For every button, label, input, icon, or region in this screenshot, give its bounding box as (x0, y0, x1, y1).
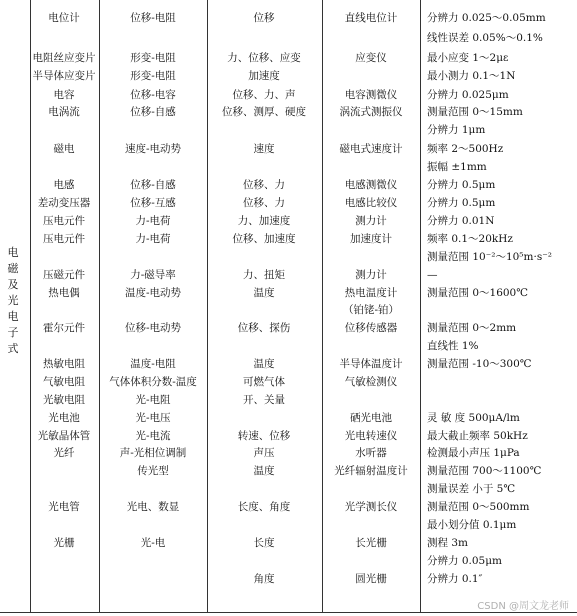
sensor-element-cell: 电容 (53, 89, 75, 101)
instrument-name-cell: 测力计 (355, 269, 387, 281)
conversion-principle-cell: 力-电荷 (135, 215, 171, 227)
instrument-name-cell: （铂铑-铂） (342, 304, 400, 316)
sensor-element-cell: 光纤 (53, 447, 75, 459)
measured-quantity-cell: 声压 (253, 447, 275, 459)
instrument-name-cell: 直线电位计 (344, 12, 398, 24)
measured-quantity-cell: 位移、加速度 (232, 233, 296, 245)
instrument-name-cell: 电感测微仪 (344, 179, 398, 191)
performance-cell: 检测最小声压 1μPa (427, 447, 520, 459)
performance-cell: 最大截止频率 50kHz (427, 430, 528, 442)
sensor-element-cell: 压磁元件 (43, 269, 85, 281)
measured-quantity-cell: 速度 (253, 143, 275, 155)
performance-cell: 直线性 1% (427, 340, 479, 352)
measured-quantity-cell: 位移、力、声 (232, 89, 296, 101)
instrument-name-cell: 磁电式速度计 (339, 143, 403, 155)
performance-cell: 测量范围 0～2mm (427, 322, 517, 334)
instrument-name-cell: 长光栅 (355, 537, 387, 549)
performance-cell: 测量范围 0～15mm (427, 106, 523, 118)
sensor-element-cell: 光敏晶体管 (37, 430, 91, 442)
column-divider (420, 0, 421, 613)
measured-quantity-cell: 温度 (253, 465, 275, 477)
sensor-element-cell: 光敏电阻 (43, 394, 85, 406)
measured-quantity-cell: 位移、测厚、硬度 (222, 106, 306, 118)
measured-quantity-cell: 加速度 (248, 70, 280, 82)
conversion-principle-cell: 位移-互感 (130, 197, 176, 209)
conversion-principle-cell: 形变-电阻 (130, 52, 176, 64)
performance-cell: 测量误差 小于 5℃ (427, 483, 516, 495)
performance-cell: 灵 敏 度 500μA/lm (427, 412, 520, 424)
measured-quantity-cell: 位移 (253, 12, 275, 24)
performance-cell: 分辨力 0.1″ (427, 573, 483, 585)
measured-quantity-cell: 位移、探伤 (237, 322, 291, 334)
sensor-element-cell: 压电元件 (43, 233, 85, 245)
sensor-element-cell: 电阻丝应变片 (32, 52, 96, 64)
conversion-principle-cell: 光-电流 (135, 430, 171, 442)
measured-quantity-cell: 转速、位移 (237, 430, 291, 442)
instrument-name-cell: 光纤辐射温度计 (334, 465, 408, 477)
conversion-principle-cell: 温度-电动势 (124, 287, 182, 299)
performance-cell: 测量范围 -10～300℃ (427, 358, 532, 370)
instrument-name-cell: 电容测微仪 (344, 89, 398, 101)
instrument-name-cell: 光学测长仪 (344, 501, 398, 513)
conversion-principle-cell: 光电、数显 (126, 501, 180, 513)
conversion-principle-cell: 速度-电动势 (124, 143, 182, 155)
performance-cell: 最小应变 1～2με (427, 52, 509, 64)
sensor-element-cell: 电涡流 (48, 106, 80, 118)
sensor-element-cell: 热电偶 (48, 287, 80, 299)
instrument-name-cell: 光电转速仪 (344, 430, 398, 442)
conversion-principle-cell: 传光型 (137, 465, 169, 477)
performance-cell: 最小测力 0.1～1N (427, 70, 516, 82)
measured-quantity-cell: 温度 (253, 358, 275, 370)
measured-quantity-cell: 开、关量 (243, 394, 285, 406)
conversion-principle-cell: 位移-自感 (130, 106, 176, 118)
sensor-element-cell: 霍尔元件 (43, 322, 85, 334)
column-divider (322, 0, 323, 613)
conversion-principle-cell: 位移-电动势 (124, 322, 182, 334)
performance-cell: 分辨力 0.01N (427, 215, 495, 227)
column-divider (207, 0, 208, 613)
column-divider (99, 0, 100, 613)
instrument-name-cell: 应变仪 (355, 52, 387, 64)
performance-cell: — (427, 269, 438, 281)
sensor-element-cell: 光栅 (53, 537, 75, 549)
column-divider (30, 0, 31, 613)
performance-cell: 分辨力 0.025～0.05mm (427, 12, 546, 24)
sensor-element-cell: 电位计 (48, 12, 80, 24)
instrument-name-cell: 半导体温度计 (339, 358, 403, 370)
measured-quantity-cell: 位移、力 (243, 179, 285, 191)
performance-cell: 分辨力 0.025μm (427, 89, 509, 101)
sensor-element-cell: 光电管 (48, 501, 80, 513)
instrument-name-cell: 涡流式测振仪 (339, 106, 403, 118)
table-bottom-border (0, 612, 577, 613)
conversion-principle-cell: 气体体积分数-温度 (109, 376, 197, 388)
conversion-principle-cell: 形变-电阻 (130, 70, 176, 82)
performance-cell: 分辨力 0.5μm (427, 179, 496, 191)
sensor-element-cell: 热敏电阻 (43, 358, 85, 370)
measured-quantity-cell: 温度 (253, 287, 275, 299)
instrument-name-cell: 加速度计 (350, 233, 392, 245)
conversion-principle-cell: 力-电荷 (135, 233, 171, 245)
conversion-principle-cell: 力-磁导率 (130, 269, 176, 281)
instrument-name-cell: 热电温度计 (344, 287, 398, 299)
performance-cell: 测量范围 10⁻²～10⁵m·s⁻² (427, 251, 552, 263)
conversion-principle-cell: 光-电阻 (135, 394, 171, 406)
measured-quantity-cell: 可燃气体 (243, 376, 285, 388)
instrument-name-cell: 气敏检测仪 (344, 376, 398, 388)
performance-cell: 频率 2～500Hz (427, 143, 504, 155)
instrument-name-cell: 测力计 (355, 215, 387, 227)
performance-cell: 测程 3m (427, 537, 468, 549)
performance-cell: 分辨力 0.5μm (427, 197, 496, 209)
measured-quantity-cell: 力、加速度 (237, 215, 291, 227)
performance-cell: 分辨力 1μm (427, 124, 486, 136)
performance-cell: 振幅 ±1mm (427, 161, 487, 173)
watermark: CSDN @周文龙老师 (477, 601, 569, 612)
performance-cell: 频率 0.1～20kHz (427, 233, 513, 245)
conversion-principle-cell: 温度-电阻 (130, 358, 176, 370)
sensor-element-cell: 电感 (53, 179, 75, 191)
conversion-principle-cell: 位移-电阻 (130, 12, 176, 24)
conversion-principle-cell: 光-电 (140, 537, 166, 549)
performance-cell: 线性误差 0.05%～0.1% (427, 32, 543, 44)
sensor-element-cell: 压电元件 (43, 215, 85, 227)
category-label: 电 磁 及 光 电 子 式 (7, 246, 19, 355)
sensor-element-cell: 差动变压器 (37, 197, 91, 209)
measured-quantity-cell: 角度 (253, 573, 275, 585)
sensor-element-cell: 磁电 (53, 143, 75, 155)
measured-quantity-cell: 长度、角度 (237, 501, 291, 513)
measured-quantity-cell: 长度 (253, 537, 275, 549)
performance-cell: 测量范围 0～500mm (427, 501, 530, 513)
sensor-element-cell: 光电池 (48, 412, 80, 424)
instrument-name-cell: 硒光电池 (350, 412, 392, 424)
measured-quantity-cell: 力、扭矩 (243, 269, 285, 281)
conversion-principle-cell: 声-光相位调制 (119, 447, 187, 459)
instrument-name-cell: 水听器 (355, 447, 387, 459)
performance-cell: 测量范围 0～1600℃ (427, 287, 528, 299)
performance-cell: 最小划分值 0.1μm (427, 519, 517, 531)
instrument-name-cell: 圆光栅 (355, 573, 387, 585)
conversion-principle-cell: 光-电压 (135, 412, 171, 424)
sensor-element-cell: 气敏电阻 (43, 376, 85, 388)
instrument-name-cell: 位移传感器 (344, 322, 398, 334)
instrument-name-cell: 电感比较仪 (344, 197, 398, 209)
sensor-element-cell: 半导体应变片 (32, 70, 96, 82)
conversion-principle-cell: 位移-电容 (130, 89, 176, 101)
measured-quantity-cell: 力、位移、应变 (227, 52, 301, 64)
measured-quantity-cell: 位移、力 (243, 197, 285, 209)
performance-cell: 测量范围 700～1100℃ (427, 465, 542, 477)
performance-cell: 分辨力 0.05μm (427, 555, 502, 567)
conversion-principle-cell: 位移-自感 (130, 179, 176, 191)
